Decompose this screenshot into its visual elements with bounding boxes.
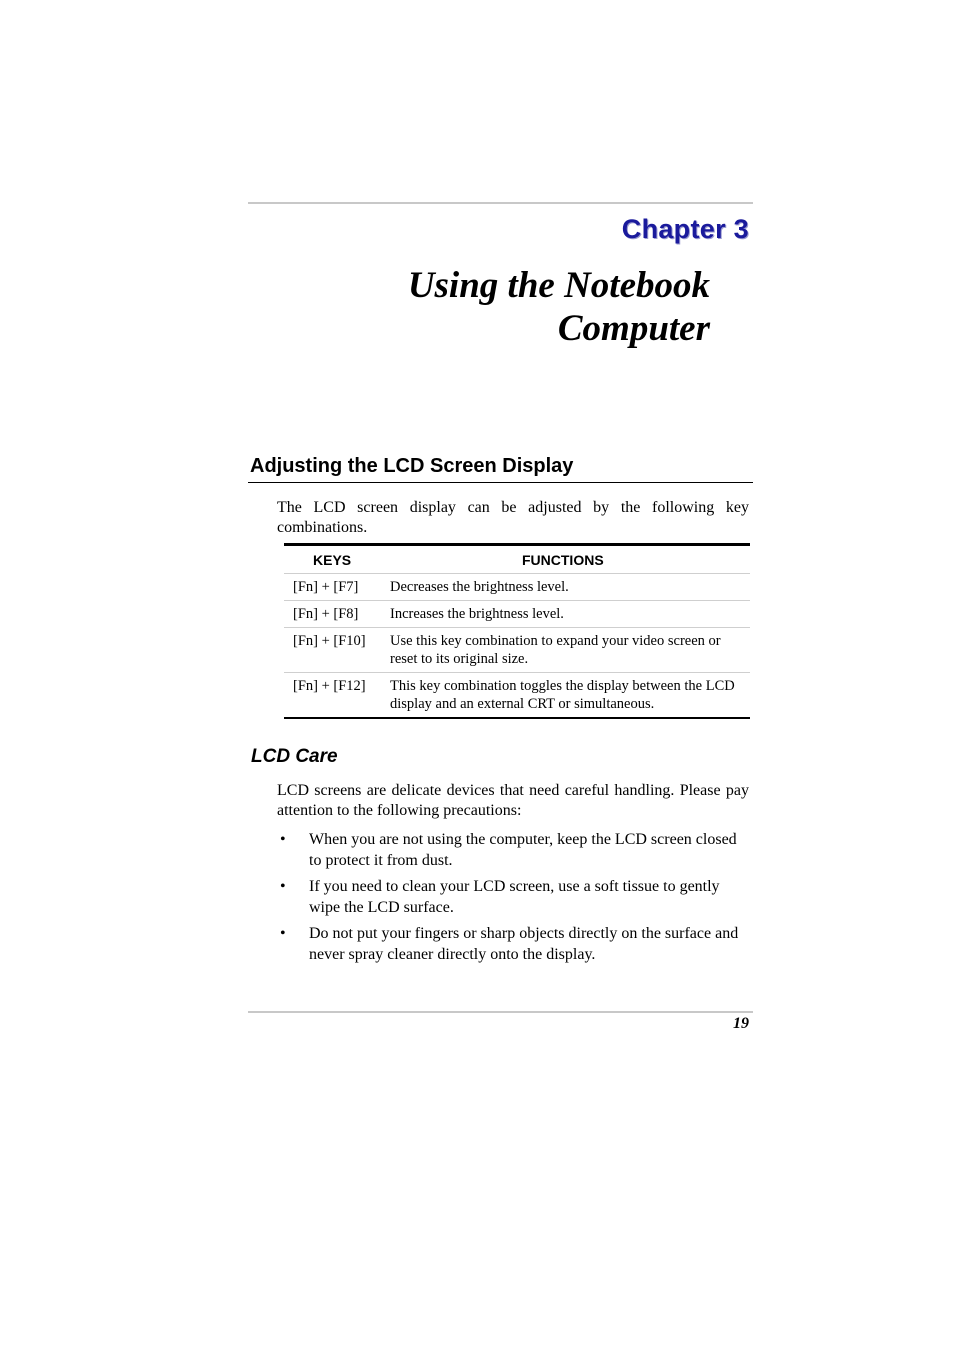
table-cell-function: Decreases the brightness level. bbox=[390, 579, 569, 595]
list-item-text: When you are not using the computer, keep the LCD screen closed to protect it from dust. bbox=[309, 831, 737, 869]
section-intro: The LCD screen display can be adjusted by the following key combinations. bbox=[277, 499, 749, 536]
precaution-list bbox=[277, 829, 751, 970]
key-combination-table bbox=[284, 543, 750, 719]
list-item bbox=[277, 829, 751, 871]
list-item bbox=[277, 923, 751, 965]
table-row bbox=[284, 673, 750, 717]
table-cell-function: Use this key combination to expand your video screen or reset to its original size. bbox=[390, 633, 721, 667]
table-row bbox=[284, 574, 750, 601]
chapter-label: Chapter 3 bbox=[621, 214, 749, 244]
bullet-icon: • bbox=[280, 831, 286, 848]
chapter-title bbox=[310, 264, 710, 350]
section-underline bbox=[248, 482, 753, 483]
chapter-title-line1: Using the Notebook bbox=[407, 265, 710, 306]
chapter-title-line2: Computer bbox=[557, 308, 710, 349]
table-cell-function: This key combination toggles the display between the LCD display and an external CRT or simultaneous. bbox=[390, 678, 735, 712]
list-item-text: Do not put your fingers or sharp objects directly on the surface and never spray cleaner directly onto the display. bbox=[309, 925, 739, 963]
header-rule bbox=[248, 202, 753, 204]
table-cell-key: [Fn] + [F8] bbox=[293, 606, 359, 622]
bullet-icon: • bbox=[280, 878, 286, 895]
table-cell-key: [Fn] + [F7] bbox=[293, 579, 359, 595]
lcd-care-heading: LCD Care bbox=[251, 746, 338, 767]
page-number: 19 bbox=[733, 1015, 749, 1032]
table-header-row bbox=[284, 546, 750, 574]
lcd-care-intro: LCD screens are delicate devices that need careful handling. Please pay attention to the following precautions: bbox=[277, 782, 749, 819]
table-cell-key: [Fn] + [F12] bbox=[293, 678, 366, 694]
table-row bbox=[284, 601, 750, 628]
table-header-functions: FUNCTIONS bbox=[522, 552, 604, 568]
footer-rule bbox=[248, 1011, 753, 1013]
list-item bbox=[277, 876, 751, 918]
table-cell-function: Increases the brightness level. bbox=[390, 606, 564, 622]
section-heading: Adjusting the LCD Screen Display bbox=[250, 455, 574, 477]
list-item-text: If you need to clean your LCD screen, use a soft tissue to gently wipe the LCD surface. bbox=[309, 878, 720, 916]
table-header-keys: KEYS bbox=[313, 552, 352, 568]
bullet-icon: • bbox=[280, 925, 286, 942]
table-cell-key: [Fn] + [F10] bbox=[293, 633, 366, 649]
table-row bbox=[284, 628, 750, 673]
